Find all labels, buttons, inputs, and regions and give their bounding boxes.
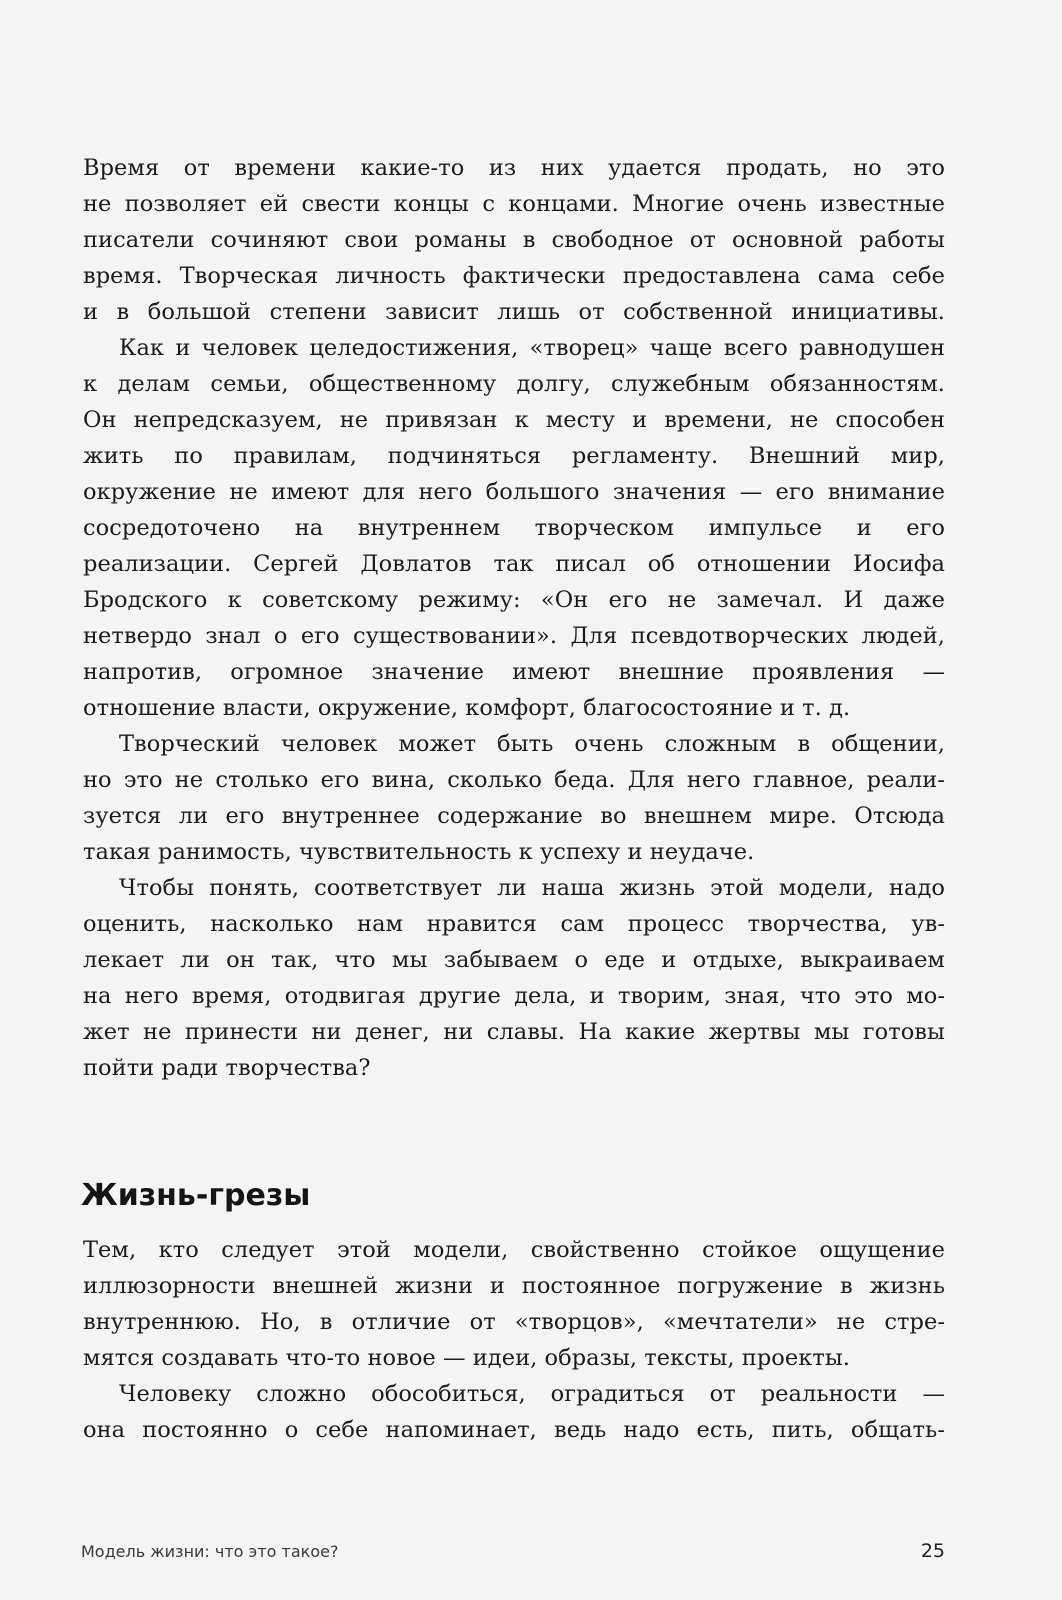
text-line: Как и человек целедостижения, «творец» чаще всего равнодушен <box>119 335 945 361</box>
text-line: к делам семьи, общественному долгу, служебным обязанностям. <box>83 371 945 397</box>
text-line: Время от времени какие-то из них удается продать, но это <box>83 155 945 181</box>
text-line: оценить, насколько нам нравится сам процесс творчества, ув- <box>83 911 945 937</box>
text-line: Бродского к советскому режиму: «Он его не замечал. И даже <box>83 587 945 613</box>
text-line: Чтобы понять, соответствует ли наша жизнь этой модели, надо <box>119 875 945 901</box>
text-line: нетвердо знал о его существовании». Для псевдотворческих людей, <box>83 623 945 649</box>
text-line: и в большой степени зависит лишь от собственной инициативы. <box>83 299 945 325</box>
text-line: время. Творческая личность фактически предоставлена сама себе <box>83 263 945 289</box>
page-number: 25 <box>920 1540 945 1562</box>
text-line: отношение власти, окружение, комфорт, благосостояние и т. д. <box>83 695 851 721</box>
text-line: зуется ли его внутреннее содержание во внешнем мире. Отсюда <box>83 803 945 829</box>
text-line: Тем, кто следует этой модели, свойственно стойкое ощущение <box>83 1237 945 1263</box>
text-line: Творческий человек может быть очень сложным в общении, <box>119 731 945 757</box>
text-line: пойти ради творчества? <box>83 1055 371 1081</box>
text-line: жить по правилам, подчиняться регламенту. Внешний мир, <box>83 443 945 469</box>
text-line: мятся создавать что-то новое — идеи, образы, тексты, проекты. <box>83 1345 851 1371</box>
text-line: иллюзорности внешней жизни и постоянное погружение в жизнь <box>83 1273 945 1299</box>
text-line: окружение не имеют для него большого значения — его внимание <box>83 479 945 505</box>
text-line: жет не принести ни денег, ни славы. На какие жертвы мы готовы <box>83 1019 945 1045</box>
text-line: лекает ли он так, что мы забываем о еде и отдыхе, выкраиваем <box>83 947 945 973</box>
text-line: сосредоточено на внутреннем творческом импульсе и его <box>83 515 945 541</box>
text-line: она постоянно о себе напоминает, ведь надо есть, пить, общать- <box>83 1417 945 1443</box>
text-line: такая ранимость, чувствительность к успеху и неудаче. <box>83 839 755 865</box>
text-line: Он непредсказуем, не привязан к месту и времени, не способен <box>83 407 945 433</box>
text-line: на него время, отодвигая другие дела, и творим, зная, что это мо- <box>83 983 945 1009</box>
section-heading: Жизнь-грезы <box>81 1178 311 1213</box>
text-line: Человеку сложно обособиться, оградиться от реальности — <box>119 1381 945 1407</box>
text-line: но это не столько его вина, сколько беда. Для него главное, реали- <box>83 767 945 793</box>
text-line: не позволяет ей свести концы с концами. Многие очень известные <box>83 191 945 217</box>
running-footer-title: Модель жизни: что это такое? <box>81 1542 339 1561</box>
text-line: реализации. Сергей Довлатов так писал об отношении Иосифа <box>83 551 945 577</box>
text-line: внутреннюю. Но, в отличие от «творцов», «мечтатели» не стре- <box>83 1309 945 1335</box>
text-line: писатели сочиняют свои романы в свободное от основной работы <box>83 227 945 253</box>
text-line: напротив, огромное значение имеют внешние проявления — <box>83 659 945 685</box>
